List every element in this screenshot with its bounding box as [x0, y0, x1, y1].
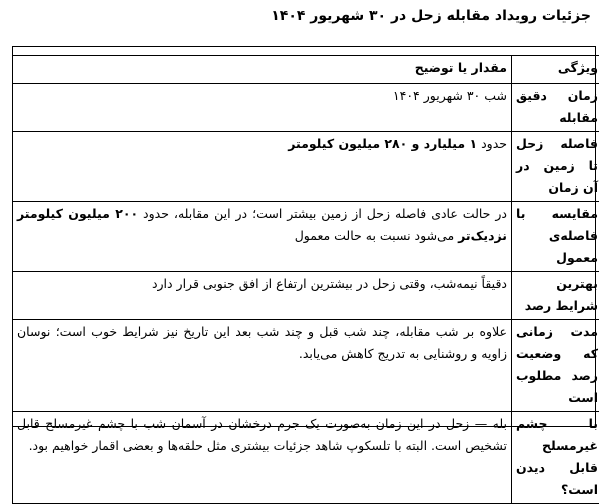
table-row — [13, 202, 599, 272]
document-title: جزئیات رویداد مقابله زحل در ۳۰ شهریور ۱۴۰۴ — [8, 6, 591, 26]
row-feature-distance: فاصله زحل تا زمین در آن زمان — [512, 132, 599, 202]
table-row — [13, 84, 599, 132]
row-value-naked-eye: بله — زحل در این زمان به‌صورت یک جرم درخشان در آسمان شب با چشم غیرمسلح قابل تشخیص است. البته با تلسکوپ شاهد جزئیات بیشتری مثل حلقه‌ها و بعضی اقمار خواهیم بود. — [13, 412, 512, 504]
details-table-container — [12, 46, 596, 427]
distance-prefix: حدود — [477, 136, 507, 151]
table-row — [13, 320, 599, 412]
row-feature-exact-time: زمان دقیق مقابله — [512, 84, 599, 132]
row-value-comparison — [13, 202, 512, 272]
table-row — [13, 272, 599, 320]
header-feature: ویژگی — [512, 56, 599, 84]
row-feature-comparison: مقایسه با فاصله‌ی معمول — [512, 202, 599, 272]
row-value-exact-time: شب ۳۰ شهریور ۱۴۰۴ — [13, 84, 512, 132]
table-header-row — [13, 56, 599, 84]
comparison-part2: می‌شود نسبت به حالت معمول — [295, 228, 458, 243]
row-value-best-conditions: دقیقاً نیمه‌شب، وقتی زحل در بیشترین ارتفاع از افق جنوبی قرار دارد — [13, 272, 512, 320]
row-feature-best-conditions: بهترین شرایط رصد — [512, 272, 599, 320]
distance-bold-value: ۱ میلیارد و ۲۸۰ میلیون کیلومتر — [288, 136, 477, 151]
details-table — [12, 55, 599, 504]
row-feature-naked-eye: با چشم غیرمسلح قابل دیدن است؟ — [512, 412, 599, 504]
header-value: مقدار یا توضیح — [13, 56, 512, 84]
row-value-duration: علاوه بر شب مقابله، چند شب قبل و چند شب بعد این تاریخ نیز شرایط خوب است؛ نوسان زاویه و روشنایی به تدریج کاهش می‌یابد. — [13, 320, 512, 412]
comparison-part1: در حالت عادی فاصله زحل از زمین بیشتر است؛ در این مقابله، حدود — [138, 206, 507, 221]
comparison-bold: ۲۰۰ میلیون کیلومتر نزدیک‌تر — [17, 206, 507, 243]
table-row — [13, 412, 599, 504]
row-feature-duration: مدت زمانی که وضعیت رصد مطلوب است — [512, 320, 599, 412]
row-value-distance — [13, 132, 512, 202]
table-row — [13, 132, 599, 202]
